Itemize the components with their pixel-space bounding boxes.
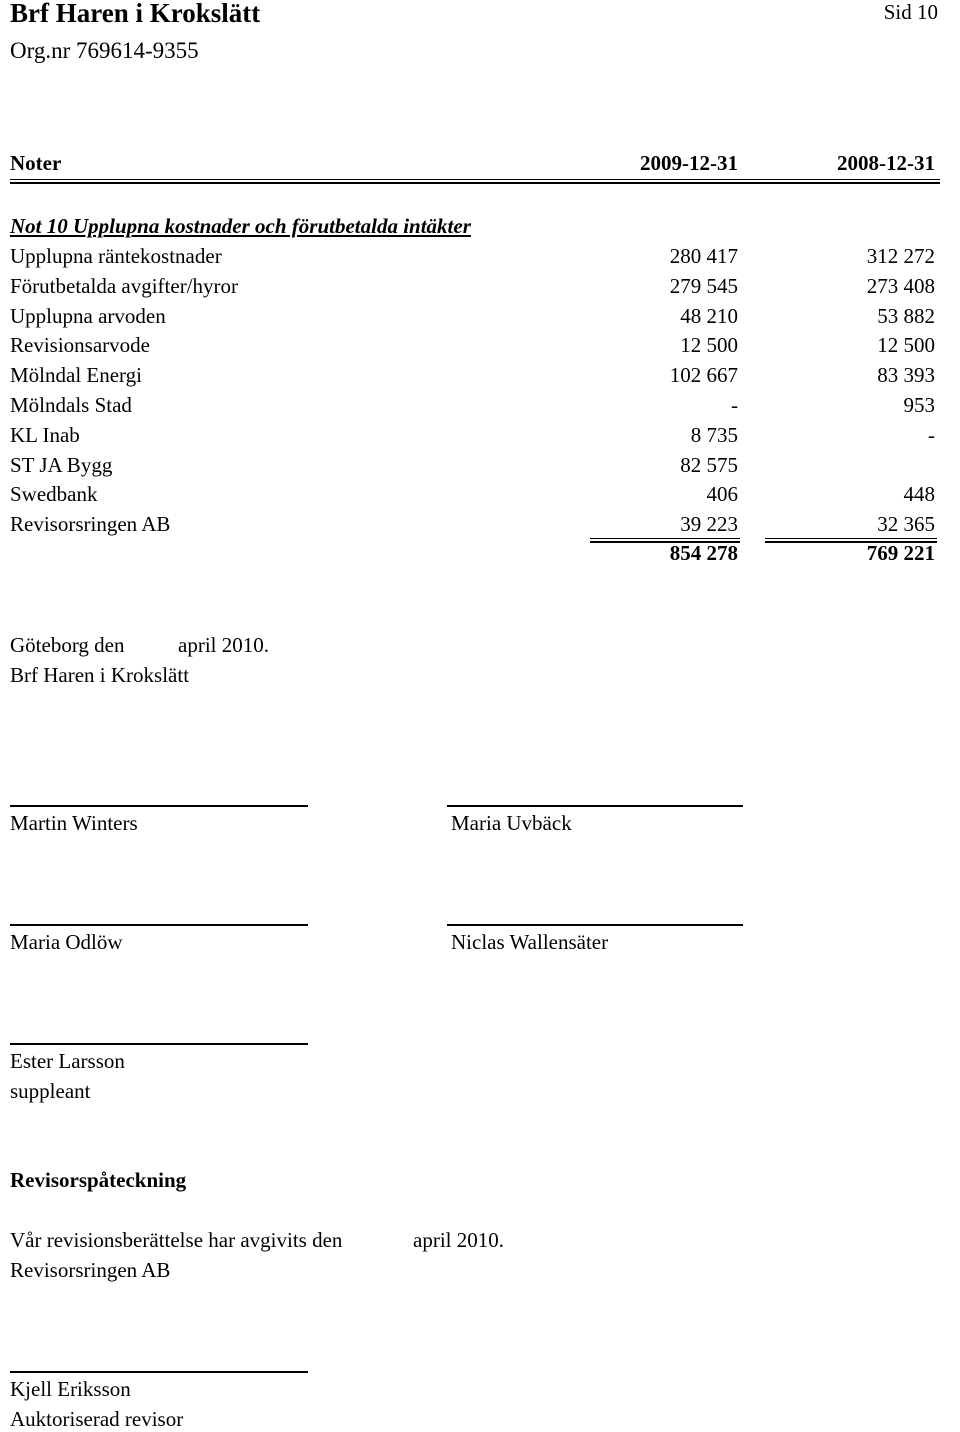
- auditor-name: Kjell Eriksson: [10, 1377, 131, 1401]
- row-value-2009: 102 667: [669, 363, 738, 387]
- row-value-2008: 448: [903, 482, 935, 506]
- row-value-2009: 39 223: [680, 512, 738, 536]
- row-value-2008: 312 272: [866, 244, 935, 268]
- row-label: ST JA Bygg: [10, 453, 113, 477]
- organization-name: Brf Haren i Krokslätt: [10, 0, 261, 28]
- table-row: [0, 453, 960, 483]
- signer-ester-larsson-role: suppleant: [10, 1079, 91, 1103]
- column-header-2008: 2008-12-31: [837, 151, 935, 175]
- row-label: Förutbetalda avgifter/hyror: [10, 274, 239, 298]
- auditor-title: Auktoriserad revisor: [10, 1407, 184, 1431]
- total-2008: 769 221: [866, 541, 935, 565]
- row-label: Revisionsarvode: [10, 333, 150, 357]
- row-label: Upplupna arvoden: [10, 304, 166, 328]
- organization-number: Org.nr 769614-9355: [10, 38, 199, 63]
- column-header-2009: 2009-12-31: [640, 151, 738, 175]
- table-row: [0, 423, 960, 453]
- signer-niclas-wallensater: Niclas Wallensäter: [451, 930, 609, 954]
- row-value-2009: 8 735: [690, 423, 738, 447]
- row-label: Mölndals Stad: [10, 393, 132, 417]
- audit-firm: Revisorsringen AB: [10, 1258, 171, 1282]
- signature-line-2: [447, 805, 743, 807]
- signer-martin-winters: Martin Winters: [10, 811, 138, 835]
- row-value-2008: 83 393: [877, 363, 935, 387]
- signer-maria-odlow: Maria Odlöw: [10, 930, 123, 954]
- row-value-2008: -: [928, 423, 935, 447]
- audit-heading: Revisorspåteckning: [10, 1168, 187, 1192]
- total-rule-2008: [765, 538, 937, 539]
- notes-heading: Noter: [10, 151, 62, 175]
- total-2009: 854 278: [669, 541, 738, 565]
- table-row: [0, 363, 960, 393]
- header-double-rule: [10, 179, 940, 180]
- row-label: KL Inab: [10, 423, 80, 447]
- table-row: [0, 304, 960, 334]
- row-value-2009: 280 417: [669, 244, 738, 268]
- row-value-2008: 32 365: [877, 512, 935, 536]
- signature-line-1: [10, 805, 308, 807]
- signing-organization: Brf Haren i Krokslätt: [10, 663, 190, 687]
- signer-maria-uvback: Maria Uvbäck: [451, 811, 572, 835]
- signature-line-3: [10, 924, 308, 926]
- row-value-2008: 12 500: [877, 333, 935, 357]
- table-row: [0, 482, 960, 512]
- row-label: Mölndal Energi: [10, 363, 143, 387]
- table-row: [0, 393, 960, 423]
- table-row: [0, 333, 960, 363]
- row-value-2009: 82 575: [680, 453, 738, 477]
- total-rule-2009: [590, 538, 740, 539]
- row-value-2009: -: [731, 393, 738, 417]
- audit-date: april 2010.: [413, 1228, 504, 1252]
- row-label: Upplupna räntekostnader: [10, 244, 222, 268]
- table-row: [0, 274, 960, 304]
- row-value-2009: 279 545: [669, 274, 738, 298]
- row-value-2009: 12 500: [680, 333, 738, 357]
- signing-place-prefix: Göteborg den: [10, 633, 125, 657]
- row-value-2008: 273 408: [866, 274, 935, 298]
- row-value-2008: 53 882: [877, 304, 935, 328]
- table-row: [0, 244, 960, 274]
- signing-date: april 2010.: [178, 633, 269, 657]
- signature-line-5: [10, 1043, 308, 1045]
- row-label: Swedbank: [10, 482, 98, 506]
- signature-line-4: [447, 924, 743, 926]
- signer-ester-larsson: Ester Larsson: [10, 1049, 125, 1073]
- row-value-2008: 953: [903, 393, 935, 417]
- row-label: Revisorsringen AB: [10, 512, 171, 536]
- note-title: Not 10 Upplupna kostnader och förutbetalda intäkter: [10, 214, 471, 238]
- page-number: Sid 10: [883, 0, 938, 24]
- row-value-2009: 48 210: [680, 304, 738, 328]
- total-row: [0, 541, 960, 571]
- audit-statement: Vår revisionsberättelse har avgivits den: [10, 1228, 343, 1252]
- row-value-2009: 406: [706, 482, 738, 506]
- auditor-signature-line: [10, 1371, 308, 1373]
